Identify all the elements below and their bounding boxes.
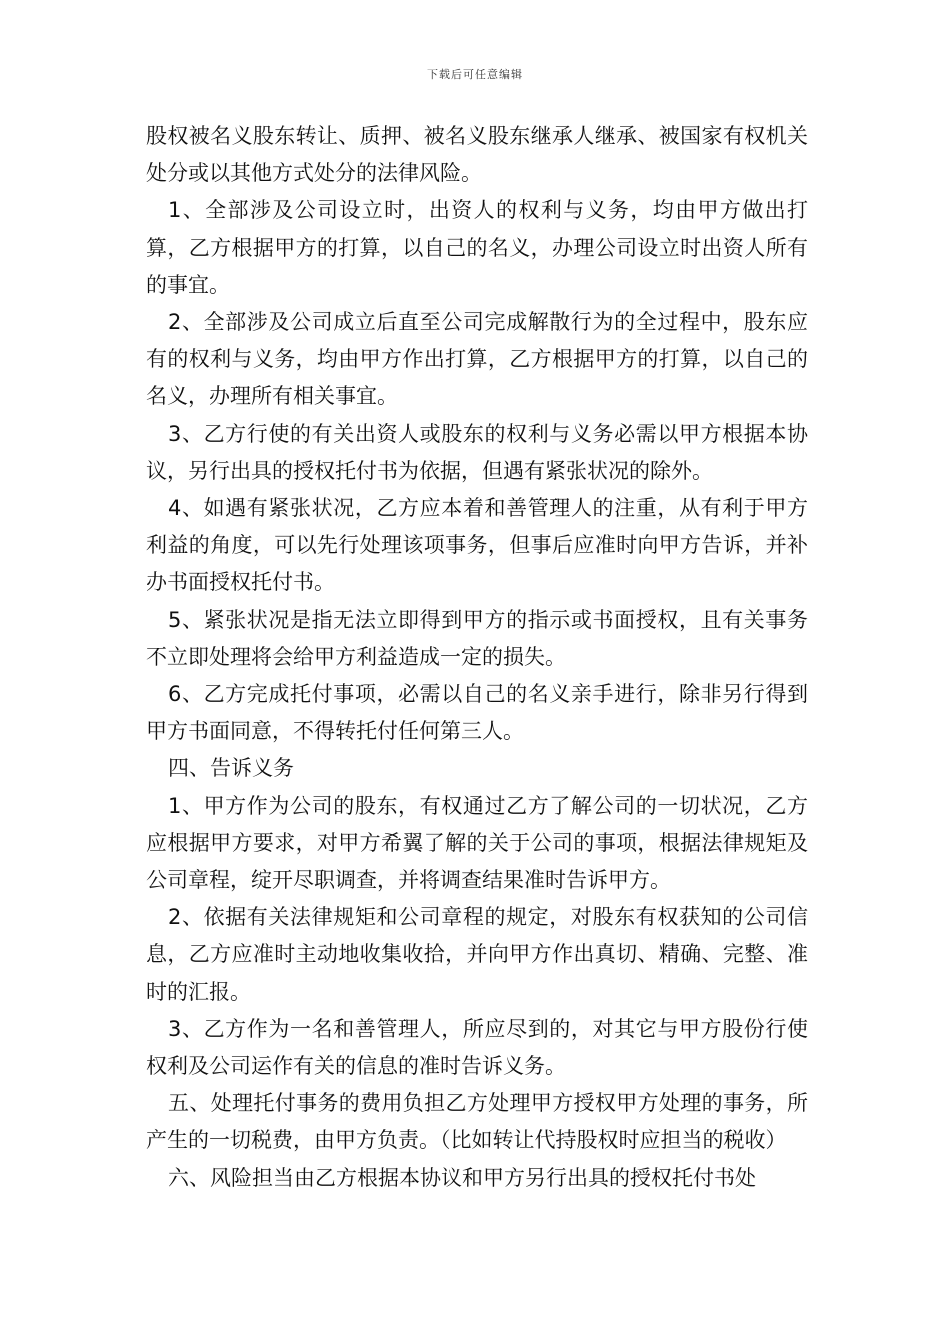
- page-header: 下载后可任意编辑: [427, 68, 523, 81]
- section-5-expenses: 五、处理托付事务的费用负担乙方处理甲方授权甲方处理的事务，所产生的一切税费，由甲方负责。（比如转让代持股权时应担当的税收）: [146, 1091, 808, 1153]
- section-6-risk: 六、风险担当由乙方根据本协议和甲方另行出具的授权托付书处: [168, 1165, 756, 1190]
- paragraph-item-1-setup: 1、全部涉及公司设立时，出资人的权利与义务，均由甲方做出打算，乙方根据甲方的打算，以自己的名义，办理公司设立时出资人所有的事宜。: [146, 198, 808, 297]
- paragraph-4-item-2: 2、依据有关法律规矩和公司章程的规定，对股东有权获知的公司信息，乙方应准时主动地收集收拾，并向甲方作出真切、精确、完整、准时的汇报。: [146, 905, 808, 1004]
- paragraph-continuation: 股权被名义股东转让、质押、被名义股东继承人继承、被国家有权机关处分或以其他方式处分的法律风险。: [146, 124, 808, 186]
- section-heading-4: 四、告诉义务: [168, 756, 294, 781]
- paragraph-item-3-authorization: 3、乙方行使的有关出资人或股东的权利与义务必需以甲方根据本协议，另行出具的授权托付书为依据，但遇有紧张状况的除外。: [146, 421, 808, 483]
- paragraph-item-5-emergency-definition: 5、紧张状况是指无法立即得到甲方的指示或书面授权，且有关事务不立即处理将会给甲方利益造成一定的损失。: [146, 607, 808, 669]
- document-body: [146, 118, 808, 1197]
- paragraph-item-4-emergency: 4、如遇有紧张状况，乙方应本着和善管理人的注重，从有利于甲方利益的角度，可以先行处理该项事务，但事后应准时向甲方告诉，并补办书面授权托付书。: [146, 496, 808, 595]
- paragraph-4-item-3: 3、乙方作为一名和善管理人，所应尽到的，对其它与甲方股份行使权利及公司运作有关的信息的准时告诉义务。: [146, 1016, 808, 1079]
- paragraph-item-6-no-delegation: 6、乙方完成托付事项，必需以自己的名义亲手进行，除非另行得到甲方书面同意，不得转托付任何第三人。: [146, 682, 808, 744]
- paragraph-item-2-operation: 2、全部涉及公司成立后直至公司完成解散行为的全过程中，股东应有的权利与义务，均由甲方作出打算，乙方根据甲方的打算，以自己的名义，办理所有相关事宜。: [146, 310, 808, 409]
- paragraph-4-item-1: 1、甲方作为公司的股东，有权通过乙方了解公司的一切状况，乙方应根据甲方要求，对甲方希翼了解的关于公司的事项，根据法律规矩及公司章程，绽开尽职调查，并将调查结果准时告诉甲方。: [146, 793, 808, 893]
